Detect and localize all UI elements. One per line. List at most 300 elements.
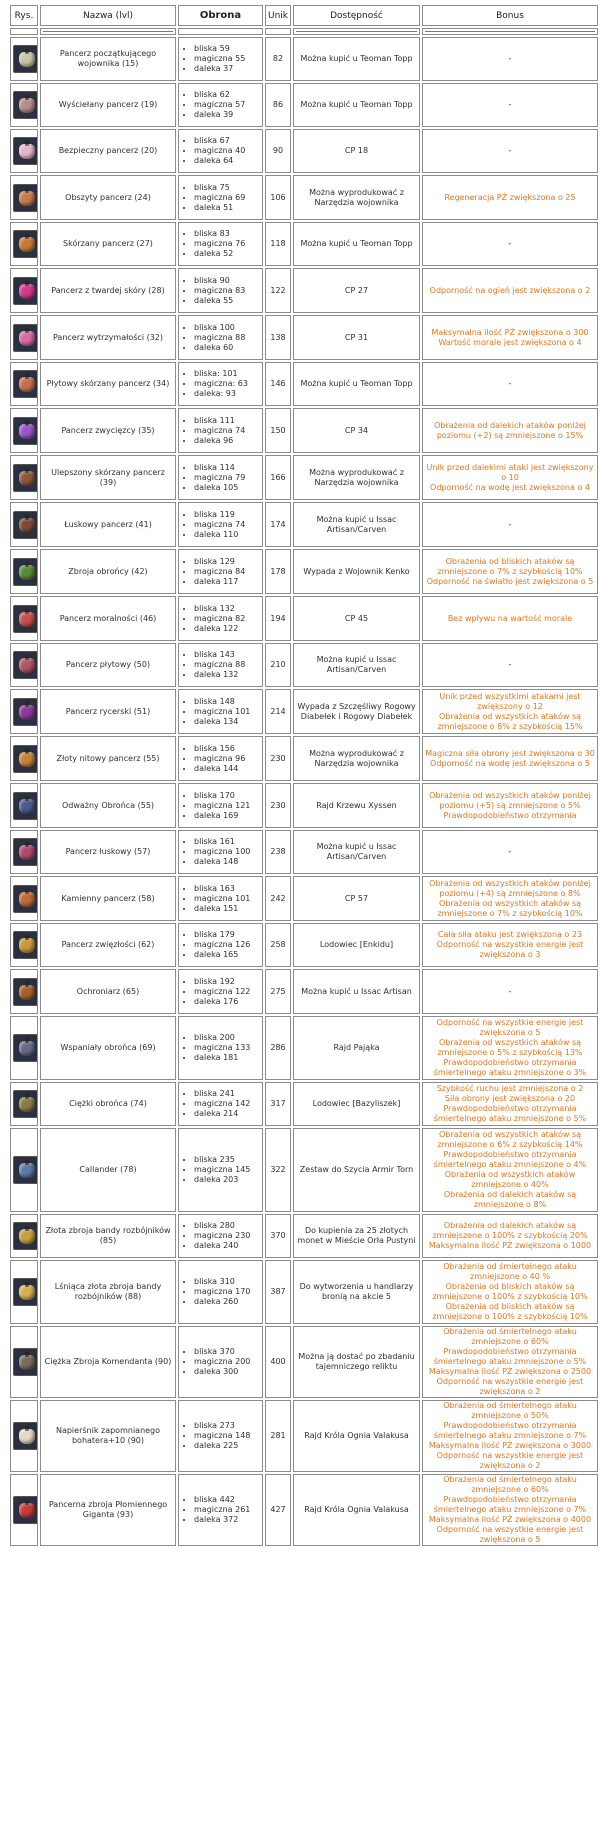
armor-icon xyxy=(13,370,38,398)
armor-dodge: 106 xyxy=(265,175,291,220)
defense-item: • daleka 260 xyxy=(194,1297,260,1307)
armor-shape-icon xyxy=(19,1355,35,1370)
armor-icon xyxy=(13,1034,38,1062)
bonus-line: Obrażenia od śmiertelnego ataku zmniejszone o 60% xyxy=(443,1327,577,1346)
armor-row xyxy=(10,596,598,641)
armor-row xyxy=(10,1128,598,1212)
armor-name: Napierśnik zapomnianego bohatera+10 (90) xyxy=(40,1400,176,1472)
armor-collar-icon xyxy=(25,49,29,54)
defense-item: • magiczna 101 xyxy=(194,707,260,717)
armor-name: Pancerna zbroja Płomiennego Giganta (93) xyxy=(40,1474,176,1546)
defense-list xyxy=(181,744,260,774)
bonus-line: Prawdopodobieństwo otrzymania śmiertelnego ataku zmniejszone o 7% xyxy=(433,1495,587,1514)
armor-dodge: 242 xyxy=(265,876,291,921)
armor-dodge: 174 xyxy=(265,502,291,547)
bonus-line: Odporność na wszystkie energie jest zwiększona o 5 xyxy=(436,1018,584,1037)
armor-collar-icon xyxy=(25,1282,29,1287)
defense-list xyxy=(181,1221,260,1251)
armor-availability: CP 34 xyxy=(293,408,420,453)
armor-collar-icon xyxy=(25,328,29,333)
armor-defense-cell xyxy=(178,408,263,453)
armor-availability: Można ją dostać po zbadaniu tajemniczego reliktu xyxy=(293,1326,420,1398)
header-name: Nazwa (lvl) xyxy=(40,5,176,26)
bonus-line: Obrażenia od wszystkich ataków są zmniejszone o 5% z szybkością 13% xyxy=(437,1038,583,1057)
armor-icon xyxy=(13,931,38,959)
armor-dodge: 387 xyxy=(265,1260,291,1324)
armor-defense-cell xyxy=(178,596,263,641)
defense-item: • bliska 310 xyxy=(194,1277,260,1287)
armor-icon xyxy=(13,1222,38,1250)
armor-bonus-cell xyxy=(422,596,598,641)
armor-bonus-cell xyxy=(422,923,598,967)
armor-dodge: 146 xyxy=(265,362,291,406)
armor-row xyxy=(10,502,598,547)
defense-item: • magiczna 122 xyxy=(194,987,260,997)
bonus-line: Prawdopodobieństwo otrzymania śmiertelnego ataku zmniejszone o 7% xyxy=(433,1421,587,1440)
armor-availability: Do kupienia za 25 złotych monet w Mieście Orła Pustyni xyxy=(293,1214,420,1258)
defense-item: • magiczna 133 xyxy=(194,1043,260,1053)
armor-dodge: 370 xyxy=(265,1214,291,1258)
bonus-line: Maksymalna ilość PŻ zwiększona o 4000 xyxy=(428,1515,592,1524)
armor-shape-icon xyxy=(19,1041,35,1056)
bonus-line: Obrażenia od śmiertelnego ataku zmniejszone o 50% xyxy=(443,1401,577,1420)
armor-dodge: 286 xyxy=(265,1016,291,1080)
armor-defense-cell xyxy=(178,175,263,220)
armor-bonus-cell xyxy=(422,455,598,500)
defense-list xyxy=(181,1089,260,1119)
armor-icon-cell xyxy=(10,1400,38,1472)
armor-icon-cell xyxy=(10,830,38,874)
defense-list xyxy=(181,697,260,727)
bonus-line: Obrażenia od śmiertelnego ataku zmniejszone o 60% xyxy=(443,1475,577,1494)
armor-dodge: 275 xyxy=(265,969,291,1014)
armor-name: Pancerz rycerski (51) xyxy=(40,689,176,734)
bonus-line: Obrażenia od wszystkich ataków zmniejszone o 40% xyxy=(444,1170,576,1189)
defense-item: • magiczna 145 xyxy=(194,1165,260,1175)
defense-item: • daleka 96 xyxy=(194,436,260,446)
armor-defense-cell xyxy=(178,876,263,921)
armor-availability: Można wyprodukować z Narzędzia wojownika xyxy=(293,736,420,781)
armor-collar-icon xyxy=(25,468,29,473)
armor-bonus-cell xyxy=(422,1214,598,1258)
header-availability: Dostępność xyxy=(293,5,420,26)
defense-item: • daleka 148 xyxy=(194,857,260,867)
bonus-line: - xyxy=(508,239,512,248)
defense-item: • bliska 143 xyxy=(194,650,260,660)
armor-name: Obszyty pancerz (24) xyxy=(40,175,176,220)
defense-list xyxy=(181,604,260,634)
defense-list xyxy=(181,463,260,493)
armor-availability: Można kupić u Teoman Topp xyxy=(293,83,420,127)
armor-defense-cell xyxy=(178,1474,263,1546)
armor-defense-cell xyxy=(178,315,263,360)
armor-icon xyxy=(13,651,38,679)
armor-collar-icon xyxy=(25,655,29,660)
defense-item: • daleka 225 xyxy=(194,1441,260,1451)
armor-icon xyxy=(13,464,38,492)
bonus-line: Obrażenia od dalekich ataków poniżej poziomu (+2) są zmniejszone o 15% xyxy=(434,420,586,440)
defense-item: • daleka 134 xyxy=(194,717,260,727)
armor-defense-cell xyxy=(178,969,263,1014)
armor-dodge: 230 xyxy=(265,736,291,781)
armor-shape-icon xyxy=(19,424,35,439)
armor-icon-cell xyxy=(10,455,38,500)
armor-icon xyxy=(13,978,38,1006)
armor-bonus-cell xyxy=(422,1326,598,1398)
armor-row xyxy=(10,643,598,687)
bonus-line: Maksymalna ilość PŻ zwiększona o 300 xyxy=(431,327,589,337)
armor-collar-icon xyxy=(25,141,29,146)
armor-name: Lśniąca złota zbroja bandy rozbójników (88) xyxy=(40,1260,176,1324)
armor-icon xyxy=(13,1496,38,1524)
armor-dodge: 194 xyxy=(265,596,291,641)
armor-collar-icon xyxy=(25,1426,29,1431)
armor-name: Złoty nitowy pancerz (55) xyxy=(40,736,176,781)
armor-name: Zbroja obrońcy (42) xyxy=(40,549,176,594)
armor-defense-cell xyxy=(178,923,263,967)
armor-bonus-cell xyxy=(422,37,598,81)
armor-name: Pancerz łuskowy (57) xyxy=(40,830,176,874)
armor-shape-icon xyxy=(19,1429,35,1444)
armor-row xyxy=(10,830,598,874)
armor-name: Płytowy skórzany pancerz (34) xyxy=(40,362,176,406)
defense-item: • daleka 203 xyxy=(194,1175,260,1185)
defense-item: • bliska 235 xyxy=(194,1155,260,1165)
armor-name: Callander (78) xyxy=(40,1128,176,1212)
armor-name: Pancerz zwięzłości (62) xyxy=(40,923,176,967)
defense-item: • daleka 144 xyxy=(194,764,260,774)
armor-name: Łuskowy pancerz (41) xyxy=(40,502,176,547)
armor-bonus-cell xyxy=(422,1082,598,1126)
armor-availability: Zestaw do Szycia Armir Torn xyxy=(293,1128,420,1212)
defense-list xyxy=(181,1347,260,1377)
bonus-line: Obrażenia od wszystkich ataków poniżej poziomu (+5) są zmniejszone o 5% xyxy=(429,790,591,810)
defense-item: • daleka 110 xyxy=(194,530,260,540)
armor-bonus-cell xyxy=(422,736,598,781)
defense-item: • daleka 214 xyxy=(194,1109,260,1119)
armor-icon xyxy=(13,230,38,258)
spacer-cell xyxy=(40,28,176,35)
armor-row xyxy=(10,1474,598,1546)
armor-defense-cell xyxy=(178,1326,263,1398)
defense-item: • magiczna 101 xyxy=(194,894,260,904)
defense-list xyxy=(181,183,260,213)
bonus-line: Obrażenia od bliskich ataków są zmniejszone o 100% z szybkością 10% xyxy=(432,1282,588,1301)
spacer-cell xyxy=(10,28,38,35)
defense-item: • magiczna 121 xyxy=(194,801,260,811)
armor-name: Wspaniały obrońca (69) xyxy=(40,1016,176,1080)
armor-row xyxy=(10,1082,598,1126)
defense-item: • bliska 111 xyxy=(194,416,260,426)
defense-item: • magiczna 261 xyxy=(194,1505,260,1515)
armor-shape-icon xyxy=(19,1229,35,1244)
armor-row xyxy=(10,175,598,220)
defense-item: • bliska 280 xyxy=(194,1221,260,1231)
armor-shape-icon xyxy=(19,471,35,486)
bonus-line: Prawdopodobieństwo otrzymania śmiertelnego ataku zmniejszone o 4% xyxy=(433,1150,587,1169)
defense-item: • daleka 105 xyxy=(194,483,260,493)
armor-availability: Do wytworzenia u handlarzy bronią na akcie 5 xyxy=(293,1260,420,1324)
bonus-line: Odporność na wszystkie energie jest zwiększona o 3 xyxy=(436,940,584,959)
armor-availability: Wypada z Wojownik Kenko xyxy=(293,549,420,594)
armor-shape-icon xyxy=(19,612,35,627)
defense-item: • bliska 67 xyxy=(194,136,260,146)
armor-name: Pancerz płytowy (50) xyxy=(40,643,176,687)
armor-dodge: 122 xyxy=(265,268,291,313)
armor-defense-cell xyxy=(178,643,263,687)
defense-item: • magiczna 74 xyxy=(194,520,260,530)
armor-icon xyxy=(13,558,38,586)
armor-dodge: 166 xyxy=(265,455,291,500)
defense-item: • bliska 200 xyxy=(194,1033,260,1043)
armor-name: Kamienny pancerz (58) xyxy=(40,876,176,921)
defense-item: • daleka 372 xyxy=(194,1515,260,1525)
armor-icon-cell xyxy=(10,408,38,453)
armor-availability: Lodowiec [Bazyliszek] xyxy=(293,1082,420,1126)
defense-item: • magiczna 74 xyxy=(194,426,260,436)
armor-dodge: 400 xyxy=(265,1326,291,1398)
defense-list xyxy=(181,136,260,166)
bonus-line: Obrażenia od wszystkich ataków poniżej poziomu (+4) są zmniejszone o 8% xyxy=(429,878,591,898)
armor-name: Pancerz zwycięzcy (35) xyxy=(40,408,176,453)
armor-shape-icon xyxy=(19,144,35,159)
defense-list xyxy=(181,977,260,1007)
armor-icon-cell xyxy=(10,175,38,220)
bonus-line: - xyxy=(508,660,512,669)
bonus-line: Unik przed dalekimi ataki jest zwiększony o 10 xyxy=(426,462,594,482)
defense-item: • magiczna 82 xyxy=(194,614,260,624)
bonus-line: Obrażenia od bliskich ataków są zmniejszone o 100% z szybkością 10% xyxy=(432,1302,588,1321)
armor-bonus-cell xyxy=(422,175,598,220)
armor-bonus-cell xyxy=(422,315,598,360)
defense-item: • bliska 156 xyxy=(194,744,260,754)
armor-availability: CP 45 xyxy=(293,596,420,641)
armor-availability: Lodowiec [Enkidu] xyxy=(293,923,420,967)
armor-collar-icon xyxy=(25,1160,29,1165)
bonus-line: Magiczna siła obrony jest zwiększona o 30 xyxy=(425,748,595,758)
bonus-line: Cała siła ataku jest zwiększona o 23 xyxy=(437,930,583,939)
defense-list xyxy=(181,90,260,120)
defense-item: • daleka 176 xyxy=(194,997,260,1007)
defense-item: • bliska 59 xyxy=(194,44,260,54)
header-bonus: Bonus xyxy=(422,5,598,26)
defense-item: • magiczna 76 xyxy=(194,239,260,249)
armor-availability: Rajd Pająka xyxy=(293,1016,420,1080)
defense-item: • magiczna 84 xyxy=(194,567,260,577)
armor-shape-icon xyxy=(19,752,35,767)
defense-item: • magiczna 96 xyxy=(194,754,260,764)
armor-defense-cell xyxy=(178,830,263,874)
defense-list xyxy=(181,510,260,540)
bonus-line: Odporność na wszystkie energie jest zwiększona o 5 xyxy=(436,1525,584,1544)
armor-collar-icon xyxy=(25,188,29,193)
armor-availability: CP 57 xyxy=(293,876,420,921)
bonus-line: - xyxy=(508,519,512,529)
defense-item: • bliska 75 xyxy=(194,183,260,193)
defense-item: • daleka 117 xyxy=(194,577,260,587)
armor-bonus-cell xyxy=(422,1400,598,1472)
armor-shape-icon xyxy=(19,98,35,113)
defense-item: • daleka 51 xyxy=(194,203,260,213)
armor-icon-cell xyxy=(10,1128,38,1212)
defense-item: • bliska 114 xyxy=(194,463,260,473)
armor-collar-icon xyxy=(25,234,29,239)
armor-icon xyxy=(13,324,38,352)
armor-icon-cell xyxy=(10,1260,38,1324)
armor-bonus-cell xyxy=(422,129,598,173)
defense-item: • daleka 300 xyxy=(194,1367,260,1377)
defense-list xyxy=(181,930,260,960)
armor-defense-cell xyxy=(178,455,263,500)
armor-defense-cell xyxy=(178,83,263,127)
spacer-cell xyxy=(422,28,598,35)
armor-bonus-cell xyxy=(422,876,598,921)
armor-icon xyxy=(13,1422,38,1450)
header-pic: Rys. xyxy=(10,5,38,26)
bonus-line: Maksymalna ilość PŻ zwiększona o 3000 xyxy=(428,1441,592,1450)
defense-item: • bliska 161 xyxy=(194,837,260,847)
defense-list xyxy=(181,276,260,306)
defense-item: • bliska 273 xyxy=(194,1421,260,1431)
header-row xyxy=(10,5,598,26)
bonus-line: - xyxy=(508,986,512,996)
armor-collar-icon xyxy=(25,982,29,987)
armor-icon-cell xyxy=(10,923,38,967)
defense-list xyxy=(181,44,260,74)
armor-bonus-cell xyxy=(422,549,598,594)
armor-availability: Można kupić u Issac Artisan/Carven xyxy=(293,643,420,687)
armor-dodge: 281 xyxy=(265,1400,291,1472)
armor-bonus-cell xyxy=(422,1128,598,1212)
armor-bonus-cell xyxy=(422,83,598,127)
armor-collar-icon xyxy=(25,1094,29,1099)
bonus-line: Maksymalna ilość PŻ zwiększona o 1000 xyxy=(428,1241,592,1250)
armor-icon-cell xyxy=(10,876,38,921)
armor-icon-cell xyxy=(10,1474,38,1546)
defense-item: • magiczna 40 xyxy=(194,146,260,156)
armor-name: Pancerz początkującego wojownika (15) xyxy=(40,37,176,81)
bonus-line: - xyxy=(508,379,512,388)
defense-item: • bliska 62 xyxy=(194,90,260,100)
bonus-line: Prawdopodobieństwo otrzymania xyxy=(443,810,577,820)
armor-icon xyxy=(13,1278,38,1306)
armor-icon xyxy=(13,91,38,119)
armor-name: Ciężki obrońca (74) xyxy=(40,1082,176,1126)
armor-name: Odważny Obrońca (55) xyxy=(40,783,176,828)
armor-bonus-cell xyxy=(422,1474,598,1546)
armor-collar-icon xyxy=(25,1038,29,1043)
armor-icon-cell xyxy=(10,268,38,313)
armor-name: Wyściełany pancerz (19) xyxy=(40,83,176,127)
defense-item: • magiczna 88 xyxy=(194,333,260,343)
armor-shape-icon xyxy=(19,1285,35,1300)
armor-bonus-cell xyxy=(422,689,598,734)
armor-bonus-cell xyxy=(422,830,598,874)
armor-dodge: 317 xyxy=(265,1082,291,1126)
armor-availability: CP 31 xyxy=(293,315,420,360)
armor-table xyxy=(8,3,600,1548)
defense-item: • bliska 192 xyxy=(194,977,260,987)
bonus-line: Obrażenia od wszystkich ataków są zmniejszone o 6% z szybkością 14% xyxy=(437,1130,583,1149)
armor-row xyxy=(10,1400,598,1472)
armor-icon-cell xyxy=(10,129,38,173)
defense-item: • magiczna 170 xyxy=(194,1287,260,1297)
armor-collar-icon xyxy=(25,935,29,940)
defense-list xyxy=(181,369,260,399)
armor-defense-cell xyxy=(178,1128,263,1212)
armor-shape-icon xyxy=(19,938,35,953)
armor-availability: Wypada z Szczęśliwy Rogowy Diabełek i Rogowy Diabełek xyxy=(293,689,420,734)
bonus-line: Obrażenia od bliskich ataków są zmniejszone o 7% z szybkością 10% xyxy=(437,556,583,576)
armor-shape-icon xyxy=(19,1163,35,1178)
armor-collar-icon xyxy=(25,95,29,100)
bonus-line: Regeneracja PŻ zwiększona o 25 xyxy=(444,192,576,202)
defense-item: • magiczna 79 xyxy=(194,473,260,483)
armor-collar-icon xyxy=(25,796,29,801)
defense-item: • magiczna 55 xyxy=(194,54,260,64)
defense-list xyxy=(181,1155,260,1185)
armor-row xyxy=(10,783,598,828)
armor-shape-icon xyxy=(19,799,35,814)
defense-item: • daleka 240 xyxy=(194,1241,260,1251)
bonus-line: Obrażenia od dalekich ataków są zmniejszone o 8% xyxy=(443,1190,577,1209)
armor-defense-cell xyxy=(178,362,263,406)
armor-icon xyxy=(13,137,38,165)
defense-item: • daleka 37 xyxy=(194,64,260,74)
defense-list xyxy=(181,416,260,446)
armor-shape-icon xyxy=(19,331,35,346)
armor-dodge: 86 xyxy=(265,83,291,127)
armor-icon xyxy=(13,417,38,445)
armor-bonus-cell xyxy=(422,222,598,266)
armor-shape-icon xyxy=(19,191,35,206)
defense-item: • bliska 442 xyxy=(194,1495,260,1505)
armor-icon xyxy=(13,838,38,866)
bonus-line: Obrażenia od dalekich ataków są zmniejszone o 100% z szybkością 20% xyxy=(432,1221,588,1240)
bonus-line: Prawdopodobieństwo otrzymania śmiertelnego ataku zmniejszone o 5% xyxy=(433,1104,587,1123)
defense-item: • daleka 132 xyxy=(194,670,260,680)
bonus-line: Wartość morale jest zwiększona o 4 xyxy=(438,337,582,347)
defense-item: • daleka 55 xyxy=(194,296,260,306)
defense-list xyxy=(181,791,260,821)
armor-bonus-cell xyxy=(422,502,598,547)
armor-icon xyxy=(13,1348,38,1376)
armor-defense-cell xyxy=(178,549,263,594)
armor-name: Pancerz z twardej skóry (28) xyxy=(40,268,176,313)
spacer-cell xyxy=(178,28,263,35)
armor-shape-icon xyxy=(19,705,35,720)
defense-item: • bliska 83 xyxy=(194,229,260,239)
armor-icon xyxy=(13,605,38,633)
armor-collar-icon xyxy=(25,842,29,847)
armor-collar-icon xyxy=(25,421,29,426)
armor-availability: CP 27 xyxy=(293,268,420,313)
defense-item: • magiczna 200 xyxy=(194,1357,260,1367)
defense-list xyxy=(181,837,260,867)
defense-item: • daleka 39 xyxy=(194,110,260,120)
armor-availability: CP 18 xyxy=(293,129,420,173)
bonus-line: Bez wpływu na wartość morale xyxy=(447,613,573,623)
defense-item: • magiczna 69 xyxy=(194,193,260,203)
spacer-cell xyxy=(265,28,291,35)
bonus-line: Odporność na wodę jest zwiększona o 4 xyxy=(430,482,590,492)
defense-item: • magiczna: 63 xyxy=(194,379,260,389)
bonus-line: Prawdopodobieństwo otrzymania śmiertelnego ataku zmniejszone o 3% xyxy=(433,1058,587,1077)
bonus-line: Prawdopodobieństwo otrzymania śmiertelnego ataku zmniejszone o 5% xyxy=(433,1347,587,1366)
defense-item: • bliska 148 xyxy=(194,697,260,707)
defense-item: • bliska 370 xyxy=(194,1347,260,1357)
armor-table-body xyxy=(10,37,598,1546)
